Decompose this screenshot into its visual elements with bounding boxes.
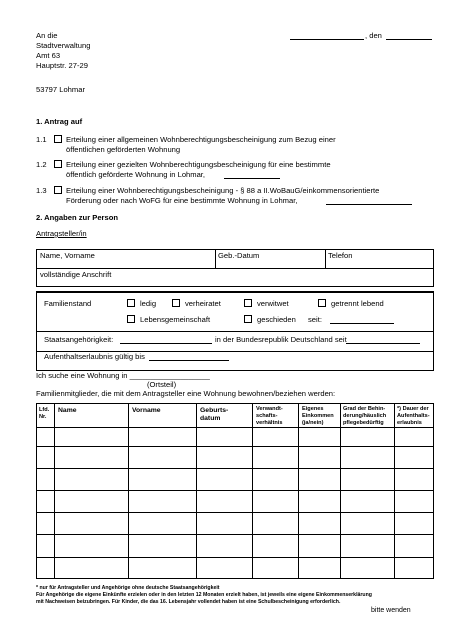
bitte-wenden: bitte wenden xyxy=(371,607,411,614)
verheiratet-checkbox[interactable] xyxy=(172,299,180,307)
divider xyxy=(54,403,55,579)
col-header-vorname: Vorname xyxy=(132,407,161,414)
applicant-subtitle: Antragsteller/in xyxy=(36,229,87,238)
item-1-3-checkbox[interactable] xyxy=(54,186,62,194)
address-line-4: Hauptstr. 27-29 xyxy=(36,61,88,70)
item-1-3-num: 1.3 xyxy=(36,186,47,195)
verheiratet-label: verheiratet xyxy=(185,299,221,308)
address-postcode: 53797 Lohmar xyxy=(36,85,85,94)
getrennt-checkbox[interactable] xyxy=(318,299,326,307)
phone-field-label[interactable]: Telefon xyxy=(328,251,353,260)
table-row[interactable] xyxy=(36,557,434,558)
section2-title: 2. Angaben zur Person xyxy=(36,213,118,222)
item-1-2-line2: öffentlich geförderte Wohnung in Lohmar, xyxy=(66,170,206,179)
table-row[interactable] xyxy=(36,490,434,491)
col-header-grad-2: derung/häuslich xyxy=(343,413,387,419)
since-germany-label: in der Bundesrepublik Deutschland seit xyxy=(215,335,347,344)
footnote-3: mit Nachweisen beizubringen. Für Kinder, die das 16. Lebensjahr vollendet haben ist eine Schulbescheinigung erforderlich. xyxy=(36,599,341,605)
since-germany-field[interactable] xyxy=(346,343,420,344)
nationality-field[interactable] xyxy=(120,343,212,344)
section1-title: 1. Antrag auf xyxy=(36,117,83,126)
item-1-2-num: 1.2 xyxy=(36,160,47,169)
date-field[interactable] xyxy=(386,39,432,40)
geschieden-checkbox[interactable] xyxy=(244,315,252,323)
verwitwet-checkbox[interactable] xyxy=(244,299,252,307)
col-header-dauer-1: *) Dauer der xyxy=(397,406,429,412)
nationality-label: Staatsangehörigkeit: xyxy=(44,335,114,344)
col-header-grad-3: pflegebedürftig xyxy=(343,420,384,426)
divider xyxy=(325,249,326,268)
item-1-3-line1: Erteilung einer Wohnberechtigungsbescheinigung - § 88 a II.WoBauG/einkommensorientierte xyxy=(66,186,380,195)
address-line-2: Stadtverwaltung xyxy=(36,41,91,50)
table-border xyxy=(36,403,434,579)
ortsteil-label: (Ortsteil) xyxy=(147,380,177,389)
col-header-verwandt-3: verhältnis xyxy=(256,420,283,426)
col-header-eigenes-3: (ja/nein) xyxy=(302,420,324,426)
birthdate-field-label[interactable]: Geb.-Datum xyxy=(218,251,260,260)
col-header-dauer-2: Aufenthalts- xyxy=(397,413,430,419)
divider xyxy=(128,403,129,579)
ledig-checkbox[interactable] xyxy=(127,299,135,307)
geschieden-label: geschieden xyxy=(257,315,296,324)
getrennt-label: getrennt lebend xyxy=(331,299,384,308)
col-header-eigenes-1: Eigenes xyxy=(302,406,324,412)
item-1-1-checkbox[interactable] xyxy=(54,135,62,143)
col-header-dauer-3: erlaubnis xyxy=(397,420,422,426)
col-header-grad-1: Grad der Behin- xyxy=(343,406,386,412)
table-row[interactable] xyxy=(36,512,434,513)
divider xyxy=(36,331,434,332)
item-1-1-line2: öffentlichen geförderten Wohnung xyxy=(66,145,181,154)
name-field-label[interactable]: Name, Vorname xyxy=(40,251,95,260)
item-1-2-line1: Erteilung einer gezielten Wohnberechtigungsbescheinigung für eine bestimmte xyxy=(66,160,331,169)
seit-label: seit: xyxy=(308,315,322,324)
family-members-text: Familienmitglieder, die mit dem Antragsteller eine Wohnung bewohnen/beziehen werden: xyxy=(36,389,336,398)
seit-field[interactable] xyxy=(330,323,394,324)
item-1-2-field[interactable] xyxy=(224,178,280,179)
place-field[interactable] xyxy=(290,39,364,40)
footnote-2: Für Angehörige die eigene Einkünfte erzielen oder in den letzten 12 Monaten erzielt haben, ist jeweils eine eigene Einkommenserklärung xyxy=(36,592,372,598)
family-status-label: Familienstand xyxy=(44,299,92,308)
col-header-name: Name xyxy=(58,407,77,414)
permit-label: Aufenthaltserlaubnis gültig bis xyxy=(44,352,145,361)
divider xyxy=(215,249,216,268)
item-1-3-field[interactable] xyxy=(326,204,412,205)
address-field-label[interactable]: vollständige Anschrift xyxy=(40,270,112,279)
item-1-1-line1: Erteilung einer allgemeinen Wohnberechtigungsbescheinigung zum Bezug einer xyxy=(66,135,336,144)
divider xyxy=(394,403,395,579)
col-header-eigenes-2: Einkommen xyxy=(302,413,334,419)
col-header-datum: datum xyxy=(200,415,221,422)
col-header-nr: Nr. xyxy=(39,414,47,420)
divider xyxy=(36,268,434,269)
item-1-1-num: 1.1 xyxy=(36,135,47,144)
divider xyxy=(196,403,197,579)
item-1-3-line2: Förderung oder nach WoFG für eine bestimmte Wohnung in Lohmar, xyxy=(66,196,298,205)
divider xyxy=(298,403,299,579)
address-line-1: An die xyxy=(36,31,58,40)
divider xyxy=(340,403,341,579)
address-line-3: Amt 63 xyxy=(36,51,61,60)
permit-field[interactable] xyxy=(149,360,229,361)
divider xyxy=(252,403,253,579)
col-header-geburts: Geburts- xyxy=(200,407,229,414)
ledig-label: ledig xyxy=(140,299,157,308)
date-separator: , den xyxy=(365,31,382,40)
table-row[interactable] xyxy=(36,468,434,469)
col-header-lfd: Lfd. xyxy=(39,407,50,413)
table-row[interactable] xyxy=(36,446,434,447)
col-header-verwandt-1: Verwandt- xyxy=(256,406,283,412)
col-header-verwandt-2: schafts- xyxy=(256,413,278,419)
table-row[interactable] xyxy=(36,427,434,428)
table-row[interactable] xyxy=(36,534,434,535)
search-location-text[interactable]: Ich suche eine Wohnung in ___________________ xyxy=(36,371,210,380)
verwitwet-label: verwitwet xyxy=(257,299,289,308)
lebensgemeinschaft-checkbox[interactable] xyxy=(127,315,135,323)
lebensgemeinschaft-label: Lebensgemeinschaft xyxy=(140,315,211,324)
footnote-1: * nur für Antragsteller und Angehörige ohne deutsche Staatsangehörigkeit xyxy=(36,585,220,591)
item-1-2-checkbox[interactable] xyxy=(54,160,62,168)
